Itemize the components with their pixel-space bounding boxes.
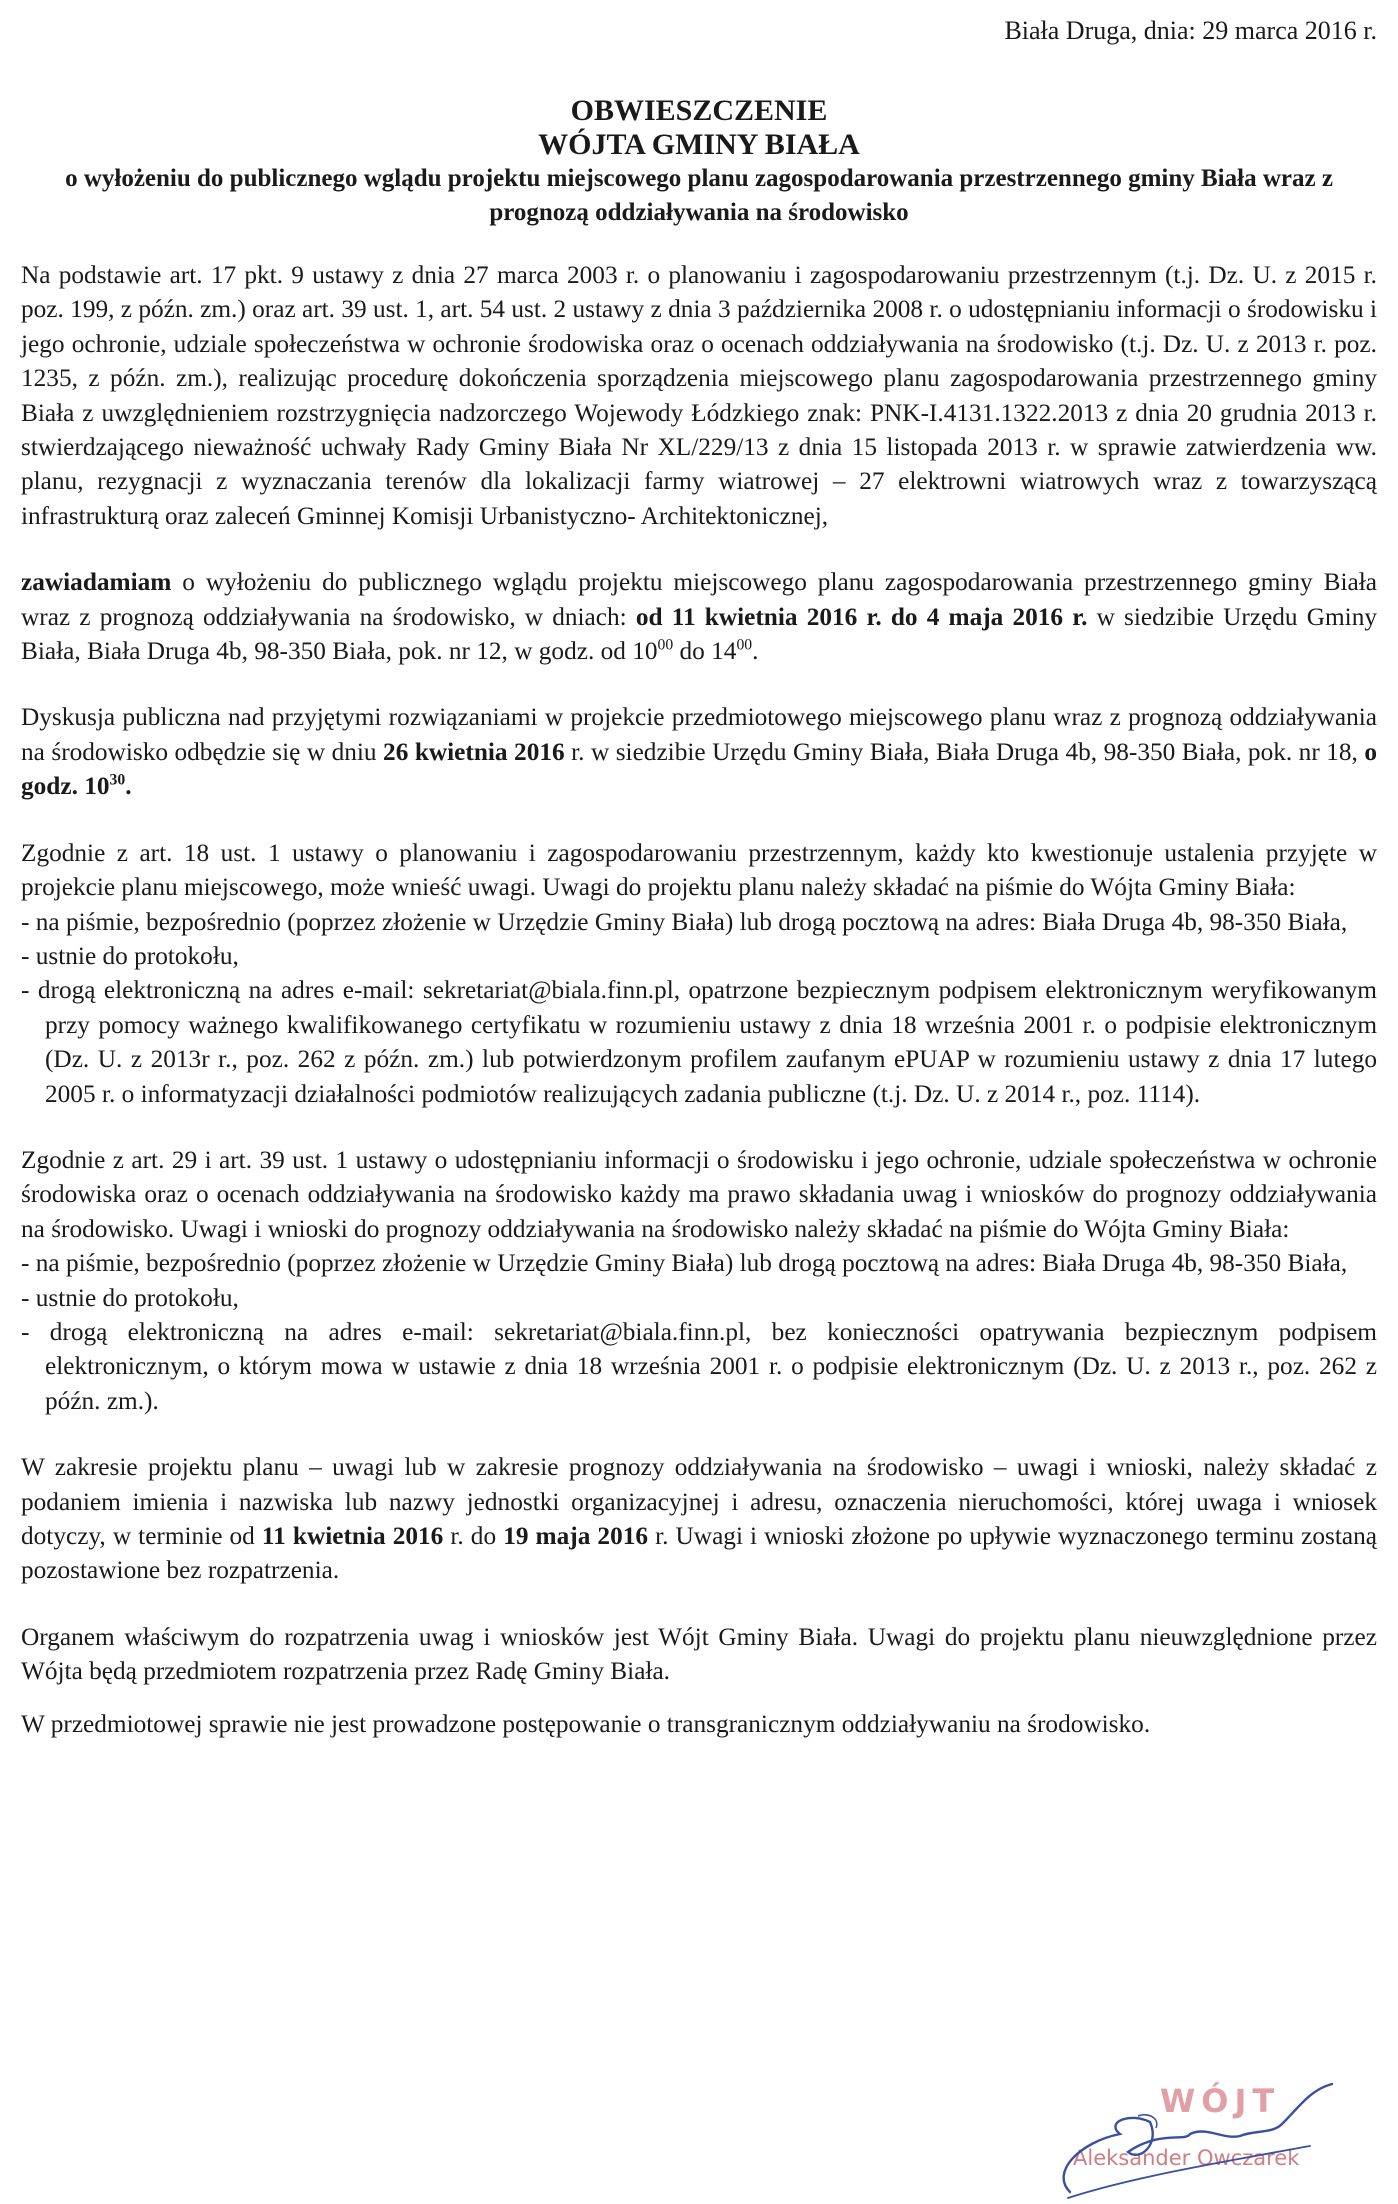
- forecast-remarks-paragraph: Zgodnie z art. 29 i art. 39 ust. 1 ustawy o udostępnianiu informacji o środowisku i jego ochronie, udziale społeczeństwa w ochronie środowiska oraz o ocenach oddziaływania na środowisko każdy ma prawo składania uwag i wniosków do prognozy oddziaływania na środowisko. Uwagi i wnioski do prognozy oddziaływania na środowisko należy składać na piśmie do Wójta Gminy Biała:: [21, 1145, 1377, 1243]
- deadline-end: 19 maja 2016: [503, 1522, 649, 1550]
- list-item: - ustnie do protokołu,: [21, 941, 239, 970]
- public-discussion-paragraph: Dyskusja publiczna nad przyjętymi rozwiązaniami w projekcie przedmiotowego miejscowego planu wraz z prognozą oddziaływania na środowisko odbędzie się w dniu 26 kwietnia 2016 r. w siedzibie Urzędu Gminy Biała, Biała Druga 4b, 98-350 Biała, pok. nr 18, o godz. $10^{30}$.: [21, 703, 1377, 801]
- handwritten-signature: [1010, 2082, 1370, 2200]
- legal-basis-paragraph: Na podstawie art. 17 pkt. 9 ustawy z dnia 27 marca 2003 r. o planowaniu i zagospodarowaniu przestrzennym (t.j. Dz. U. z 2015 r. poz. 199, z późn. zm.) oraz art. 39 ust. 1, art. 54 ust. 2 ustawy z dnia 3 października 2008 r. o udostępnianiu informacji o środowisku i jego ochronie, udziale społeczeństwa w ochronie środowiska oraz o ocenach oddziaływania na środowisko (t.j. Dz. U. z 2013 r. poz. 1235, z późn. zm.), realizując procedurę dokończenia sporządzenia miejscowego planu zagospodarowania przestrzennego gminy Biała z uwzględnieniem rozstrzygnięcia nadzorczego Wojewody Łódzkiego znak: PNK-I.4131.1322.2013 z dnia 20 grudnia 2013 r. stwierdzającego nieważność uchwały Rady Gminy Biała Nr XL/229/13 z dnia 15 listopada 2013 r. w sprawie zatwierdzenia ww. planu, rezygnacji z wyznaczania terenów dla lokalizacji farmy wiatrowej – 27 elektrowni wiatrowych wraz z towarzyszącą infrastrukturą oraz zaleceń Gminnej Komisji Urbanistyczno- Architektonicznej,: [21, 261, 1377, 530]
- list-item: - drogą elektroniczną na adres e-mail: sekretariat@biala.finn.pl, bez konieczności opatrywania bezpiecznym podpisem elektronicznym, o którym mowa w ustawie z dnia 18 września 2001 r. o podpisie elektronicznym (Dz. U. z 2013 r., poz. 262 z późn. zm.).: [21, 1317, 1377, 1415]
- notice-keyword: zawiadamiam: [21, 568, 172, 597]
- document-title: OBWIESZCZENIE: [570, 94, 828, 127]
- document-page: [21, 14, 1377, 1741]
- forecast-remarks-methods: [21, 1246, 1377, 1418]
- deadline-paragraph: W zakresie projektu planu – uwagi lub w zakresie prognozy oddziaływania na środowisko – uwagi i wnioski, należy składać z podaniem imienia i nazwiska lub nazwy jednostki organizacyjnej i adresu, oznaczenia nieruchomości, której uwaga i wniosek dotyczy, w terminie od 11 kwietnia 2016 r. do 19 maja 2016 r. Uwagi i wnioski złożone po upływie wyznaczonego terminu zostaną pozostawione bez rozpatrzenia.: [21, 1453, 1377, 1585]
- document-subject: o wyłożeniu do publicznego wglądu projektu miejscowego planu zagospodarowania przestrzennego gminy Biała wraz z prognozą oddziaływania na środowisko: [65, 165, 1333, 226]
- list-item: - drogą elektroniczną na adres e-mail: sekretariat@biala.finn.pl, opatrzone bezpiecznym podpisem elektronicznym weryfikowanym przy pomocy ważnego kwalifikowanego certyfikatu w rozumieniu ustawy z dnia 18 września 2001 r. o podpisie elektronicznym (Dz. U. z 2013r r., poz. 262 z późn. zm.) lub potwierdzonym profilem zaufanym ePUAP w rozumieniu ustawy z dnia 17 lutego 2005 r. o informatyzacji działalności podmiotów realizujących zadania publiczne (t.j. Dz. U. z 2014 r., poz. 1114).: [21, 976, 1377, 1108]
- plan-remarks-methods: [21, 905, 1377, 1111]
- display-period: od 11 kwietnia 2016 r. do 4 maja 2016 r.: [635, 602, 1088, 631]
- discussion-date: 26 kwietnia 2016: [383, 737, 565, 766]
- stamp-title: WÓJT: [1160, 2082, 1281, 2120]
- date-line: Biała Druga, dnia: 29 marca 2016 r.: [1004, 16, 1377, 45]
- plan-remarks-paragraph: Zgodnie z art. 18 ust. 1 ustawy o planowaniu i zagospodarowaniu przestrzennym, każdy kto kwestionuje ustalenia przyjęte w projekcie planu miejscowego, może wnieść uwagi. Uwagi do projektu planu należy składać na piśmie do Wójta Gminy Biała:: [21, 838, 1377, 902]
- list-item: - na piśmie, bezpośrednio (poprzez złożenie w Urzędzie Gminy Biała) lub drogą pocztową na adres: Biała Druga 4b, 98-350 Biała,: [21, 1249, 1348, 1278]
- discussion-time: o godz. 10: [21, 737, 1377, 801]
- deadline-start: 11 kwietnia 2016: [261, 1522, 444, 1550]
- stamp-name: Aleksander Owczarek: [1073, 2146, 1300, 2170]
- list-item: - ustnie do protokołu,: [21, 1283, 239, 1312]
- competent-authority-paragraph: Organem właściwym do rozpatrzenia uwag i wniosków jest Wójt Gminy Biała. Uwagi do projektu planu nieuwzględnione przez Wójta będą przedmiotem rozpatrzenia przez Radę Gminy Biała.: [21, 1622, 1377, 1686]
- transboundary-paragraph: W przedmiotowej sprawie nie jest prowadzone postępowanie o transgranicznym oddziaływaniu na środowisko.: [21, 1709, 1151, 1738]
- list-item: - na piśmie, bezpośrednio (poprzez złożenie w Urzędzie Gminy Biała) lub drogą pocztową na adres: Biała Druga 4b, 98-350 Biała,: [21, 907, 1348, 936]
- document-issuer: WÓJTA GMINY BIAŁA: [538, 128, 860, 161]
- notice-paragraph: zawiadamiam o wyłożeniu do publicznego wglądu projektu miejscowego planu zagospodarowania przestrzennego gminy Biała wraz z prognozą oddziaływania na środowisko, w dniach: od 11 kwietnia 2016 r. do 4 maja 2016 r. w siedzibie Urzędu Gminy Biała, Biała Druga 4b, 98-350 Biała, pok. nr 12, w godz. od $10^{00}$ do $14^{00}$.: [21, 568, 1377, 666]
- signature-stamp: [1010, 2082, 1370, 2200]
